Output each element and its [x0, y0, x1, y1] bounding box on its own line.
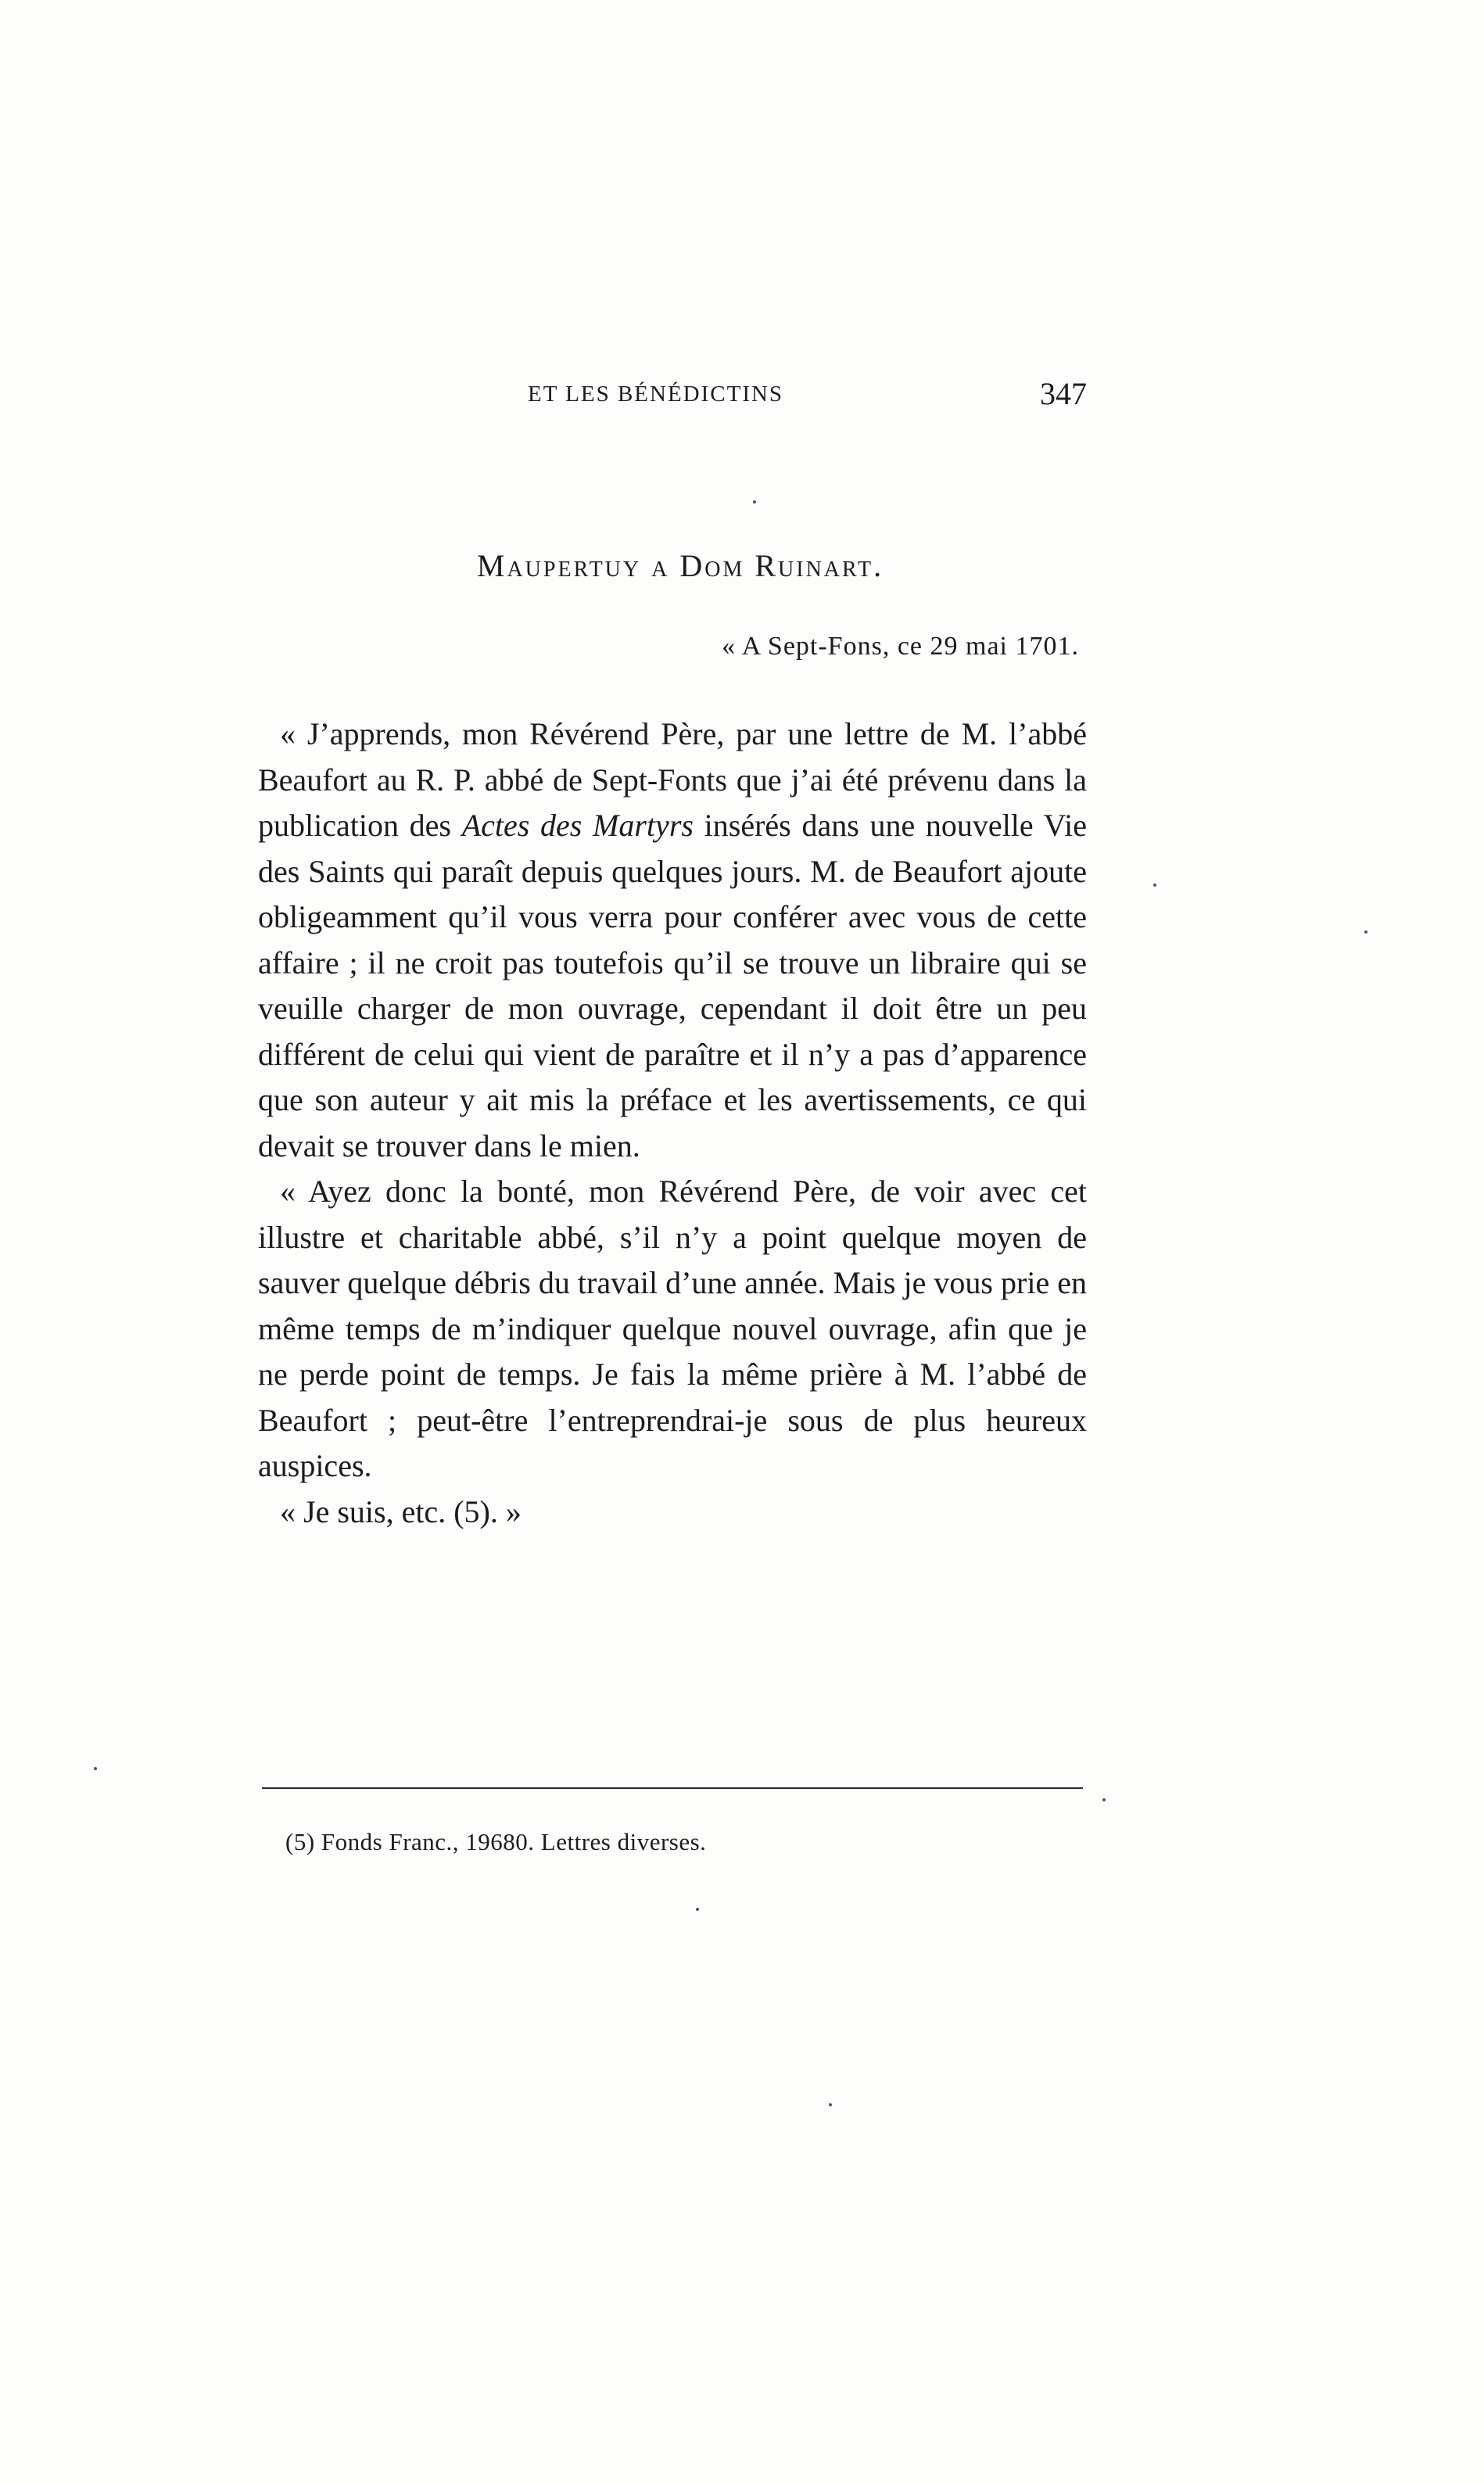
running-head	[258, 375, 1087, 422]
scan-speck	[753, 500, 756, 504]
paragraph: « Ayez donc la bonté, mon Révérend Père, de voir avec cet illustre et charitable abbé, s’il n’y a point quelque moyen de sauver quelque débris du travail d’une année. Mais je vous prie en même temps de m’indiquer quelque nouvel ouvrage, afin que je ne perde point de temps. Je fais la même prière à M. l’abbé de Beaufort ; peut-être l’entreprendrai-je sous de plus heureux auspices.	[258, 1174, 1087, 1483]
scan-speck	[696, 1908, 699, 1911]
footnote: (5) Fonds Franc., 19680. Lettres diverses.	[285, 1828, 707, 1855]
page-number: 347	[1040, 376, 1087, 411]
paragraph	[258, 712, 1087, 1169]
letter-heading: Maupertuy a Dom Ruinart.	[476, 548, 884, 583]
scan-speck	[829, 2103, 832, 2106]
scan-speck	[1364, 930, 1368, 934]
running-title: ET LES BÉNÉDICTINS	[528, 382, 784, 407]
scan-speck	[94, 1767, 97, 1770]
scan-speck	[1153, 884, 1156, 887]
paragraph-text: « J’apprends, mon Révérend Père, par une lettre de M. l’abbé Beaufort au R. P. abbé de Sept-Fonts que j’ai été prévenu dans la publication des	[258, 716, 1087, 843]
closing: « Je suis, etc. (5). »	[280, 1493, 522, 1529]
scan-speck	[1102, 1798, 1106, 1801]
work-title: Actes des Martyrs	[461, 808, 694, 843]
letter-dateline: « A Sept-Fons, ce 29 mai 1701.	[722, 632, 1079, 661]
footnote-rule	[262, 1787, 1083, 1789]
paragraph-text: insérés dans une nouvelle Vie des Saints qui paraît depuis quelques jours. M. de Beaufort ajoute obligeamment qu’il vous verra pour conférer avec vous de cette affaire ; il ne croit pas toutefois qu’il se trouve un libraire qui se veuille charger de mon ouvrage, cependant il doit être un peu différent de celui qui vient de paraître et il n’y a pas d’apparence que son auteur y ait mis la préface et les avertissements, ce qui devait se trouver dans le mien.	[258, 808, 1088, 1163]
letter-body	[258, 712, 1087, 1535]
